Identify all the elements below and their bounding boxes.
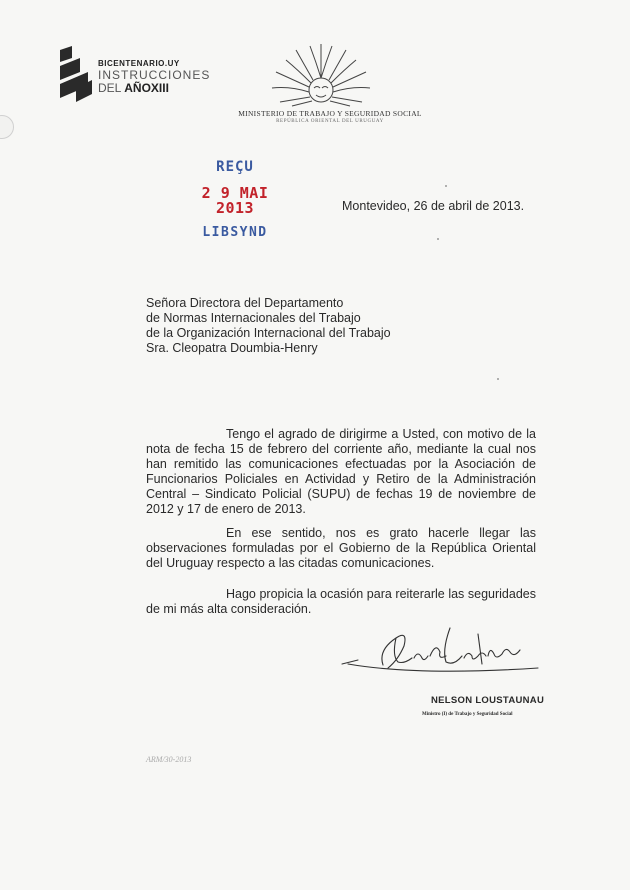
ministry-subtitle: REPÚBLICA ORIENTAL DEL URUGUAY (276, 119, 384, 124)
recipient-block (146, 296, 391, 356)
scan-speck (437, 238, 439, 240)
bicentenario-line3: DEL AÑOXIII (98, 81, 169, 95)
scan-speck (497, 378, 499, 380)
body-paragraph-3: Hago propicia la ocasión para reiterarle las seguridades de mi más alta consideración. (146, 587, 536, 616)
ministry-name: MINISTERIO DE TRABAJO Y SEGURIDAD SOCIAL (238, 109, 422, 118)
bicentenario-logo-icon (58, 44, 94, 104)
body-paragraph-2: En ese sentido, nos es grato hacerle llegar las observaciones formuladas por el Gobierno de la República Oriental del Uruguay respecto a las citadas comunicaciones. (146, 526, 536, 570)
letter-date: Montevideo, 26 de abril de 2013. (342, 199, 525, 213)
stamp-date: 2 9 MAI 2013 (201, 184, 269, 217)
bicentenario-line1: BICENTENARIO.UY (98, 59, 180, 68)
recipient-line: Señora Directora del Departamento (146, 296, 344, 310)
bicentenario-line2: INSTRUCCIONES (98, 68, 211, 82)
recipient-line: de la Organización Internacional del Trabajo (146, 326, 391, 340)
recipient-line: Sra. Cleopatra Doumbia-Henry (146, 341, 318, 355)
bicentenario-wordmark (98, 60, 210, 94)
sun-emblem-icon (266, 40, 376, 108)
received-stamp (185, 160, 285, 239)
body-paragraph-1: Tengo el agrado de dirigirme a Usted, con motivo de la nota de fecha 15 de febrero del corriente año, mediante la cual nos han remitido las comunicaciones efectuadas por la Asociación de Funcionarios Policiales en Actividad y Retiro de la Administración Central – Sindicato Policial (SUPU) de fechas 19 de noviembre de 2012 y 17 de enero de 2013. (146, 427, 536, 516)
stamp-code: LIBSYND (202, 225, 268, 240)
handwritten-signature (338, 620, 543, 680)
signer-title: Ministro (I) de Trabajo y Seguridad Social (422, 712, 513, 717)
document-reference: ARM/30-2013 (146, 755, 192, 764)
scan-speck (445, 185, 447, 187)
recipient-line: de Normas Internacionales del Trabajo (146, 311, 361, 325)
punch-hole (0, 115, 14, 139)
ministry-header (220, 109, 440, 124)
stamp-recu: REÇU (216, 159, 254, 175)
signer-name: NELSON LOUSTAUNAU (431, 695, 545, 706)
